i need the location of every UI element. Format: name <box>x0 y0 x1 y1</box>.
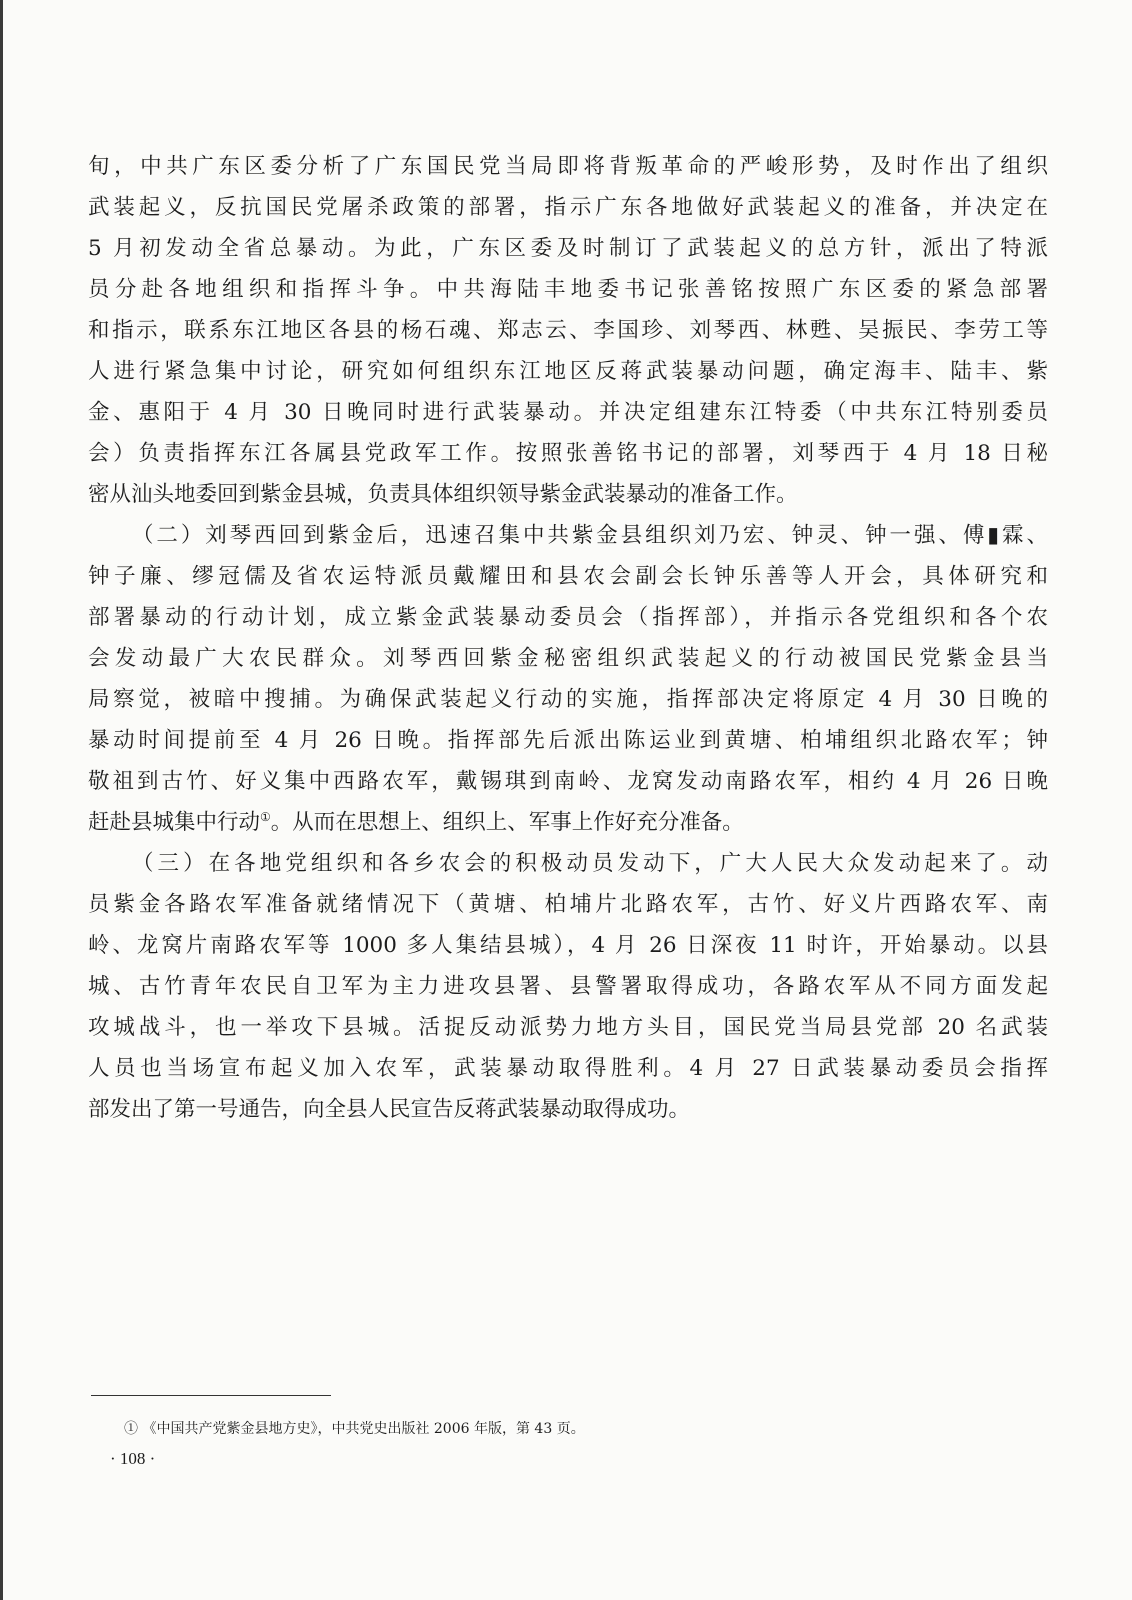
text-line: 和指示，联系东江地区各县的杨石魂、郑志云、李国珍、刘琴西、林甦、吴振民、李劳工等 <box>88 318 1048 343</box>
text-line: （二）刘琴西回到紫金后，迅速召集中共紫金县组织刘乃宏、钟灵、钟一强、傅▮霖、 <box>132 523 1048 548</box>
text-line: 局察觉，被暗中搜捕。为确保武装起义行动的实施，指挥部决定将原定 4 月 30 日晚的 <box>88 687 1048 712</box>
footnote-divider <box>91 1395 331 1396</box>
scan-edge <box>0 0 3 1600</box>
text-line: 攻城战斗，也一举攻下县城。活捉反动派势力地方头目，国民党当局县党部 20 名武装 <box>88 1015 1048 1040</box>
text-line: 部发出了第一号通告，向全县人民宣告反蒋武装暴动取得成功。 <box>88 1097 691 1122</box>
text-line <box>88 802 1048 843</box>
text-line: 钟子廉、缪冠儒及省农运特派员戴耀田和县农会副会长钟乐善等人开会，具体研究和 <box>88 564 1048 589</box>
text-line: 会发动最广大农民群众。刘琴西回紫金秘密组织武装起义的行动被国民党紫金县当 <box>88 646 1048 671</box>
footnote-marker: ① <box>260 809 271 824</box>
text-line: （三）在各地党组织和各乡农会的积极动员发动下，广大人民大众发动起来了。动 <box>132 851 1048 876</box>
text-line: 人进行紧急集中讨论，研究如何组织东江地区反蒋武装暴动问题，确定海丰、陆丰、紫 <box>88 359 1048 384</box>
text-line: 人员也当场宣布起义加入农军，武装暴动取得胜利。4 月 27 日武装暴动委员会指挥 <box>88 1056 1048 1081</box>
text-line: 员紫金各路农军准备就绪情况下（黄塘、柏埔片北路农军，古竹、好义片西路农军、南 <box>88 892 1048 917</box>
text-line: 暴动时间提前至 4 月 26 日晚。指挥部先后派出陈运业到黄塘、柏埔组织北路农军；钟 <box>88 728 1048 753</box>
footnote: ① 《中国共产党紫金县地方史》，中共党史出版社 2006 年版，第 43 页。 <box>124 1421 585 1437</box>
text-line: 旬，中共广东区委分析了广东国民党当局即将背叛革命的严峻形势，及时作出了组织 <box>88 154 1048 179</box>
text-line: 武装起义，反抗国民党屠杀政策的部署，指示广东各地做好武装起义的准备，并决定在 <box>88 195 1048 220</box>
text-line: 部署暴动的行动计划，成立紫金武装暴动委员会（指挥部），并指示各党组织和各个农 <box>88 605 1048 630</box>
text-line: 会）负责指挥东江各属县党政军工作。按照张善铭书记的部署，刘琴西于 4 月 18 日秘 <box>88 441 1048 466</box>
text-line: 员分赴各地组织和指挥斗争。中共海陆丰地委书记张善铭按照广东区委的紧急部署 <box>88 277 1048 302</box>
text-line: 城、古竹青年农民自卫军为主力进攻县署、县警署取得成功，各路农军从不同方面发起 <box>88 974 1048 999</box>
text-line: 密从汕头地委回到紫金县城，负责具体组织领导紫金武装暴动的准备工作。 <box>88 482 798 507</box>
text-fragment: 。从而在思想上、组织上、军事上作好充分准备。 <box>270 810 744 835</box>
text-line: 岭、龙窝片南路农军等 1000 多人集结县城），4 月 26 日深夜 11 时许，开始暴动。以县 <box>88 933 1048 958</box>
text-line: 5 月初发动全省总暴动。为此，广东区委及时制订了武装起义的总方针，派出了特派 <box>88 236 1048 261</box>
text-line: 敬祖到古竹、好义集中西路农军，戴锡琪到南岭、龙窝发动南路农军，相约 4 月 26 日晚 <box>88 769 1048 794</box>
text-fragment: 赶赴县城集中行动 <box>88 810 261 835</box>
page-number: · 108 · <box>110 1449 156 1468</box>
text-line: 金、惠阳于 4 月 30 日晚同时进行武装暴动。并决定组建东江特委（中共东江特别委员 <box>88 400 1048 425</box>
body-text <box>88 146 1048 1130</box>
